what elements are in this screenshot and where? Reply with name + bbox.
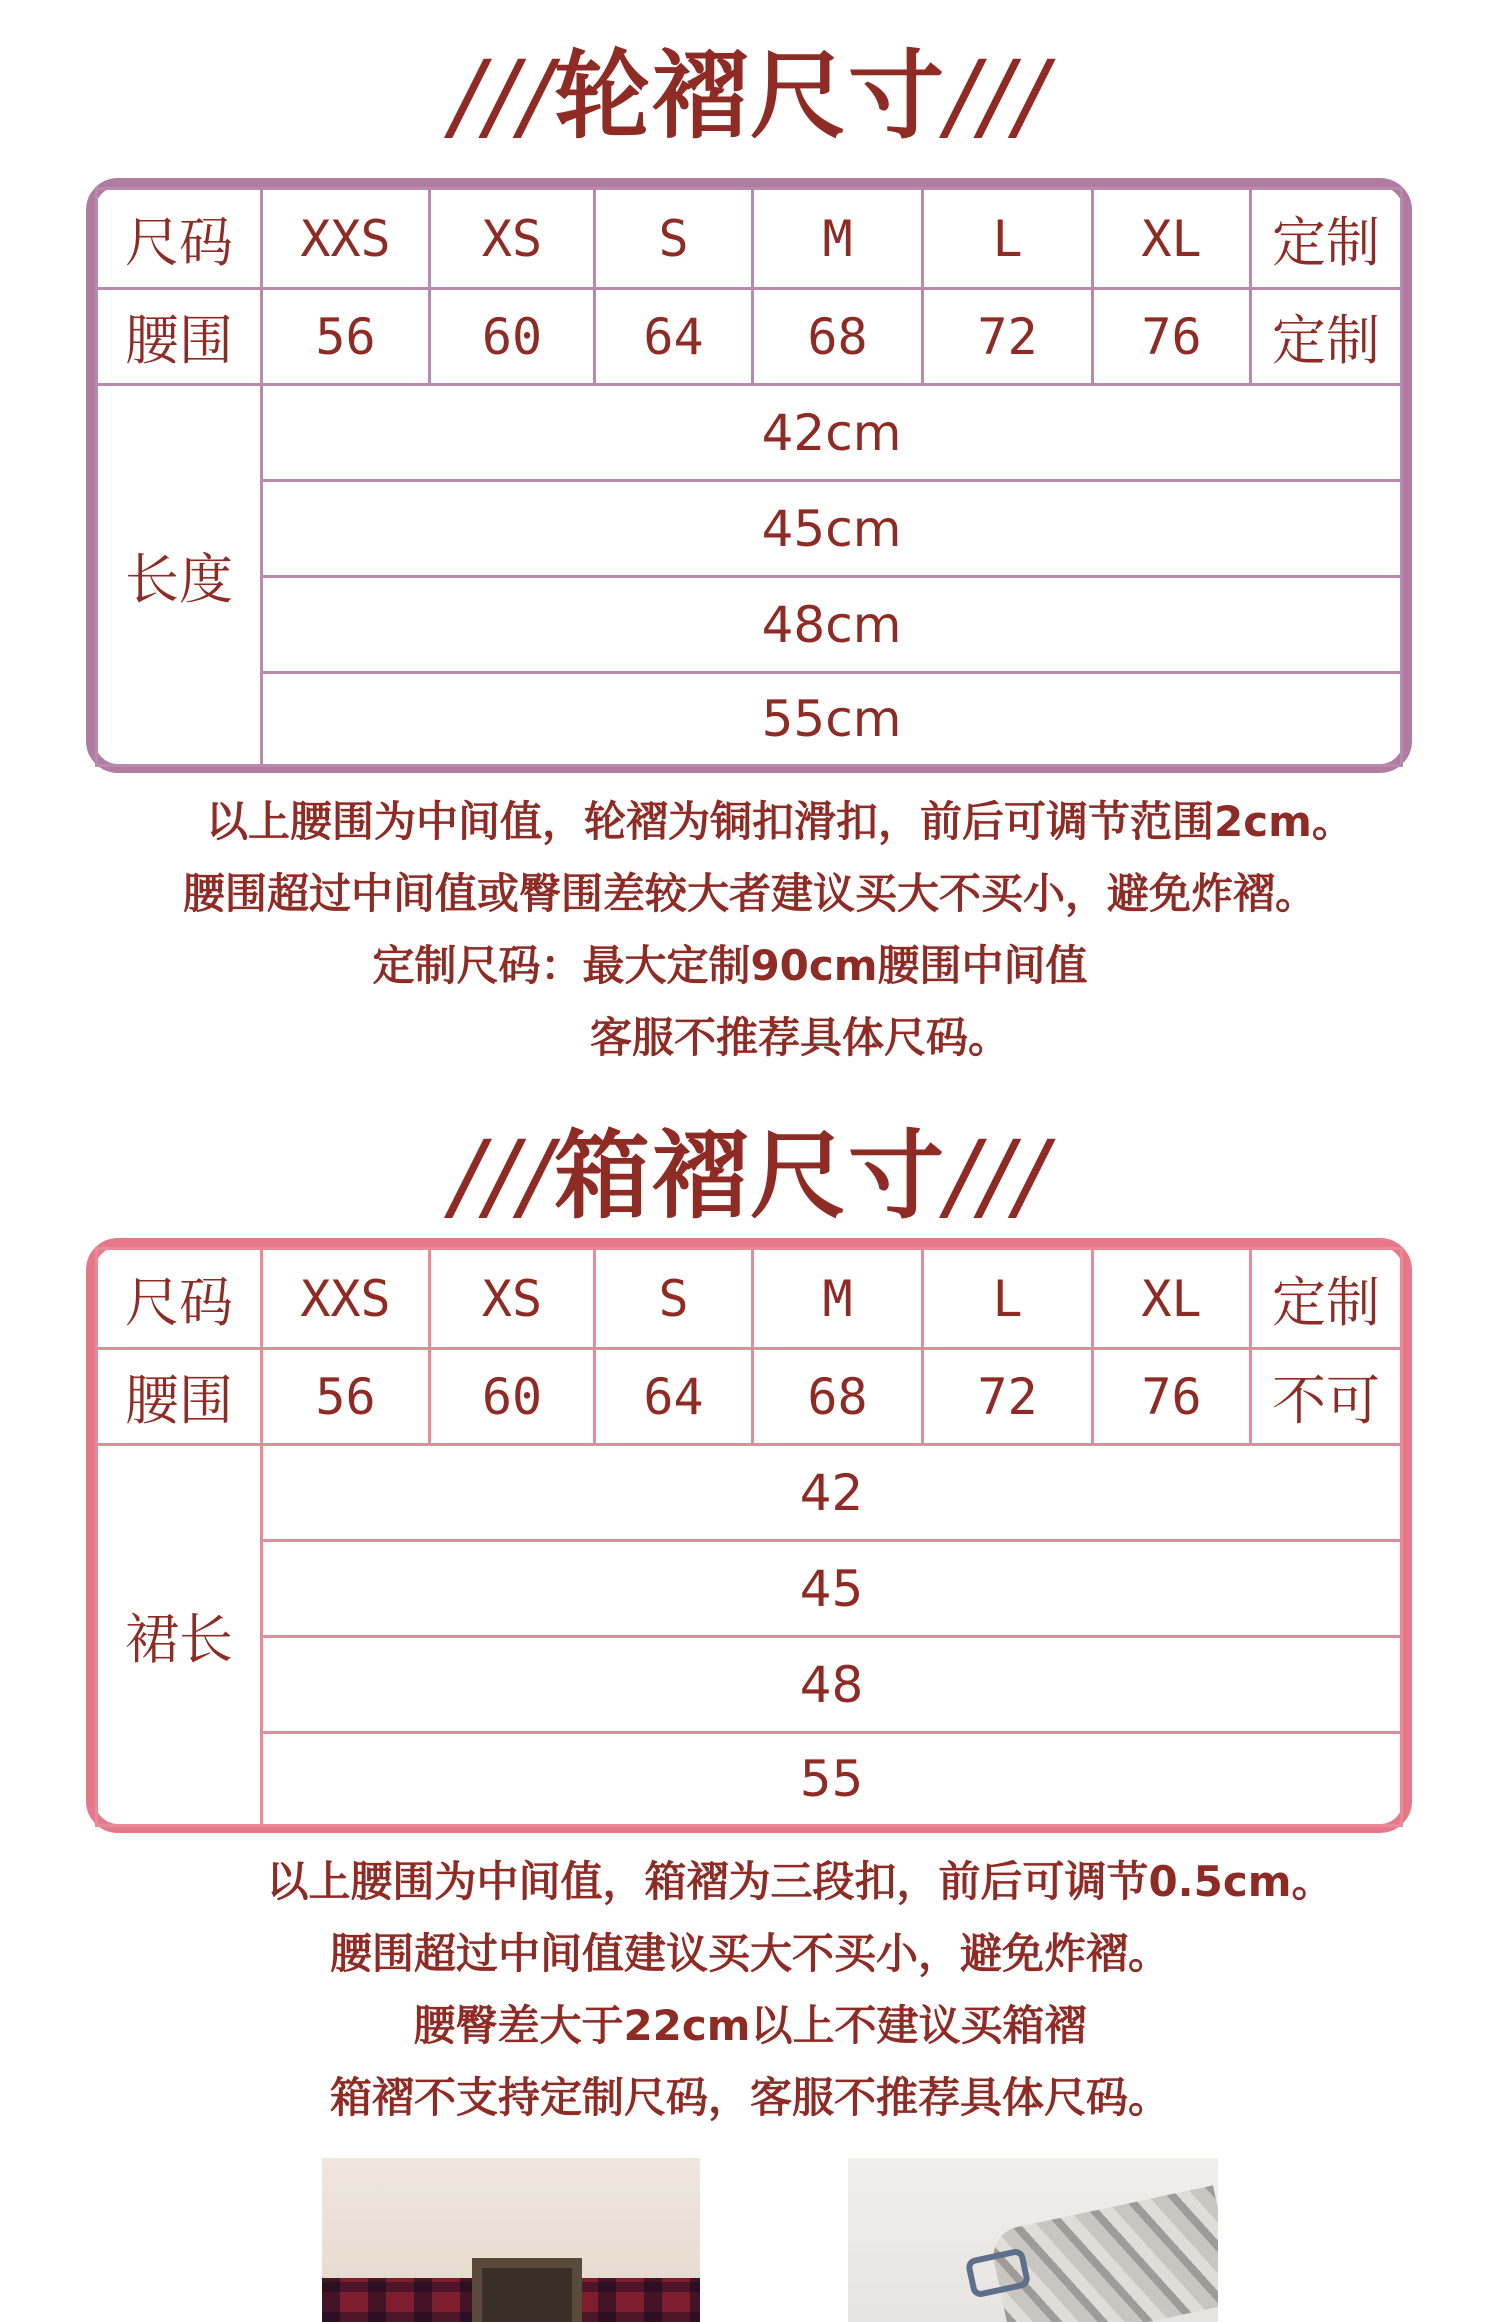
- note-line: 以上腰围为中间值，箱褶为三段扣，前后可调节0.5cm。: [266, 1857, 1334, 1906]
- size-header-row: [97, 1249, 1402, 1349]
- waist-row: [97, 289, 1402, 385]
- size-header-row: [97, 189, 1402, 289]
- note-line: 箱褶不支持定制尺码，客服不推荐具体尺码。: [329, 2073, 1170, 2122]
- xiangzhe-notes: [0, 1846, 1500, 2134]
- title-slash-right: ///: [946, 1120, 1050, 1232]
- length-row: [97, 1733, 1402, 1826]
- lunzhe-title: [0, 20, 1500, 157]
- note-line: 腰围超过中间值或臀围差较大者建议买大不买小，避免炸褶。: [182, 869, 1317, 918]
- note-line: 以上腰围为中间值，轮褶为铜扣滑扣，前后可调节范围2cm。: [206, 797, 1354, 846]
- length-row: [97, 385, 1402, 481]
- size-cell: XXS: [262, 189, 430, 289]
- waist-label-cell: 腰围: [97, 289, 262, 385]
- size-cell: XL: [1093, 1249, 1251, 1349]
- waist-cell: 76: [1093, 1349, 1251, 1445]
- waist-cell: 56: [262, 289, 430, 385]
- length-cell: 45: [262, 1541, 1402, 1637]
- size-cell: XXS: [262, 1249, 430, 1349]
- waist-cell: 不可: [1251, 1349, 1402, 1445]
- buckle-photo-right: [848, 2158, 1218, 2322]
- lunzhe-size-table: [86, 178, 1412, 773]
- waist-cell: 72: [923, 1349, 1093, 1445]
- length-cell: 55cm: [262, 673, 1402, 766]
- length-row: [97, 577, 1402, 673]
- size-label-cell: 尺码: [97, 189, 262, 289]
- size-label-cell: 尺码: [97, 1249, 262, 1349]
- length-cell: 42cm: [262, 385, 1402, 481]
- waist-cell: 定制: [1251, 289, 1402, 385]
- size-cell: M: [753, 189, 923, 289]
- note-line: 腰臀差大于22cm以上不建议买箱褶: [413, 2001, 1087, 2050]
- waist-cell: 64: [595, 1349, 753, 1445]
- waist-cell: 56: [262, 1349, 430, 1445]
- size-cell: S: [595, 189, 753, 289]
- length-row: [97, 1637, 1402, 1733]
- note-line: 定制尺码：最大定制90cm腰围中间值: [372, 941, 1088, 990]
- waist-row: [97, 1349, 1402, 1445]
- title-slash-left: ///: [450, 1120, 554, 1232]
- length-row: [97, 481, 1402, 577]
- size-cell: M: [753, 1249, 923, 1349]
- size-cell: XS: [430, 189, 595, 289]
- lunzhe-title-text: 轮褶尺寸: [554, 40, 946, 152]
- note-line: 客服不推荐具体尺码。: [589, 1013, 1010, 1062]
- note-line: 腰围超过中间值建议买大不买小，避免炸褶。: [329, 1929, 1170, 1978]
- waist-cell: 76: [1093, 289, 1251, 385]
- title-slash-left: ///: [450, 40, 554, 152]
- title-slash-right: ///: [946, 40, 1050, 152]
- waist-cell: 60: [430, 289, 595, 385]
- copper-buckle: [472, 2258, 582, 2322]
- waist-cell: 72: [923, 289, 1093, 385]
- length-cell: 48cm: [262, 577, 1402, 673]
- length-row: [97, 1541, 1402, 1637]
- buckle-photo-left: [322, 2158, 700, 2322]
- size-cell: 定制: [1251, 1249, 1402, 1349]
- xiangzhe-size-table: [86, 1238, 1412, 1833]
- lunzhe-notes: [0, 786, 1500, 1074]
- length-cell: 48: [262, 1637, 1402, 1733]
- length-label-cell: 长度: [97, 385, 262, 766]
- length-row: [97, 1445, 1402, 1541]
- length-cell: 45cm: [262, 481, 1402, 577]
- length-cell: 42: [262, 1445, 1402, 1541]
- size-cell: XS: [430, 1249, 595, 1349]
- waist-cell: 68: [753, 1349, 923, 1445]
- length-row: [97, 673, 1402, 766]
- size-cell: S: [595, 1249, 753, 1349]
- waist-cell: 60: [430, 1349, 595, 1445]
- waist-cell: 64: [595, 289, 753, 385]
- length-cell: 55: [262, 1733, 1402, 1826]
- size-cell: L: [923, 189, 1093, 289]
- waist-cell: 68: [753, 289, 923, 385]
- size-cell: L: [923, 1249, 1093, 1349]
- size-cell: 定制: [1251, 189, 1402, 289]
- length-label-cell: 裙长: [97, 1445, 262, 1826]
- xiangzhe-title-text: 箱褶尺寸: [554, 1120, 946, 1232]
- waist-label-cell: 腰围: [97, 1349, 262, 1445]
- xiangzhe-title: [0, 1100, 1500, 1237]
- size-cell: XL: [1093, 189, 1251, 289]
